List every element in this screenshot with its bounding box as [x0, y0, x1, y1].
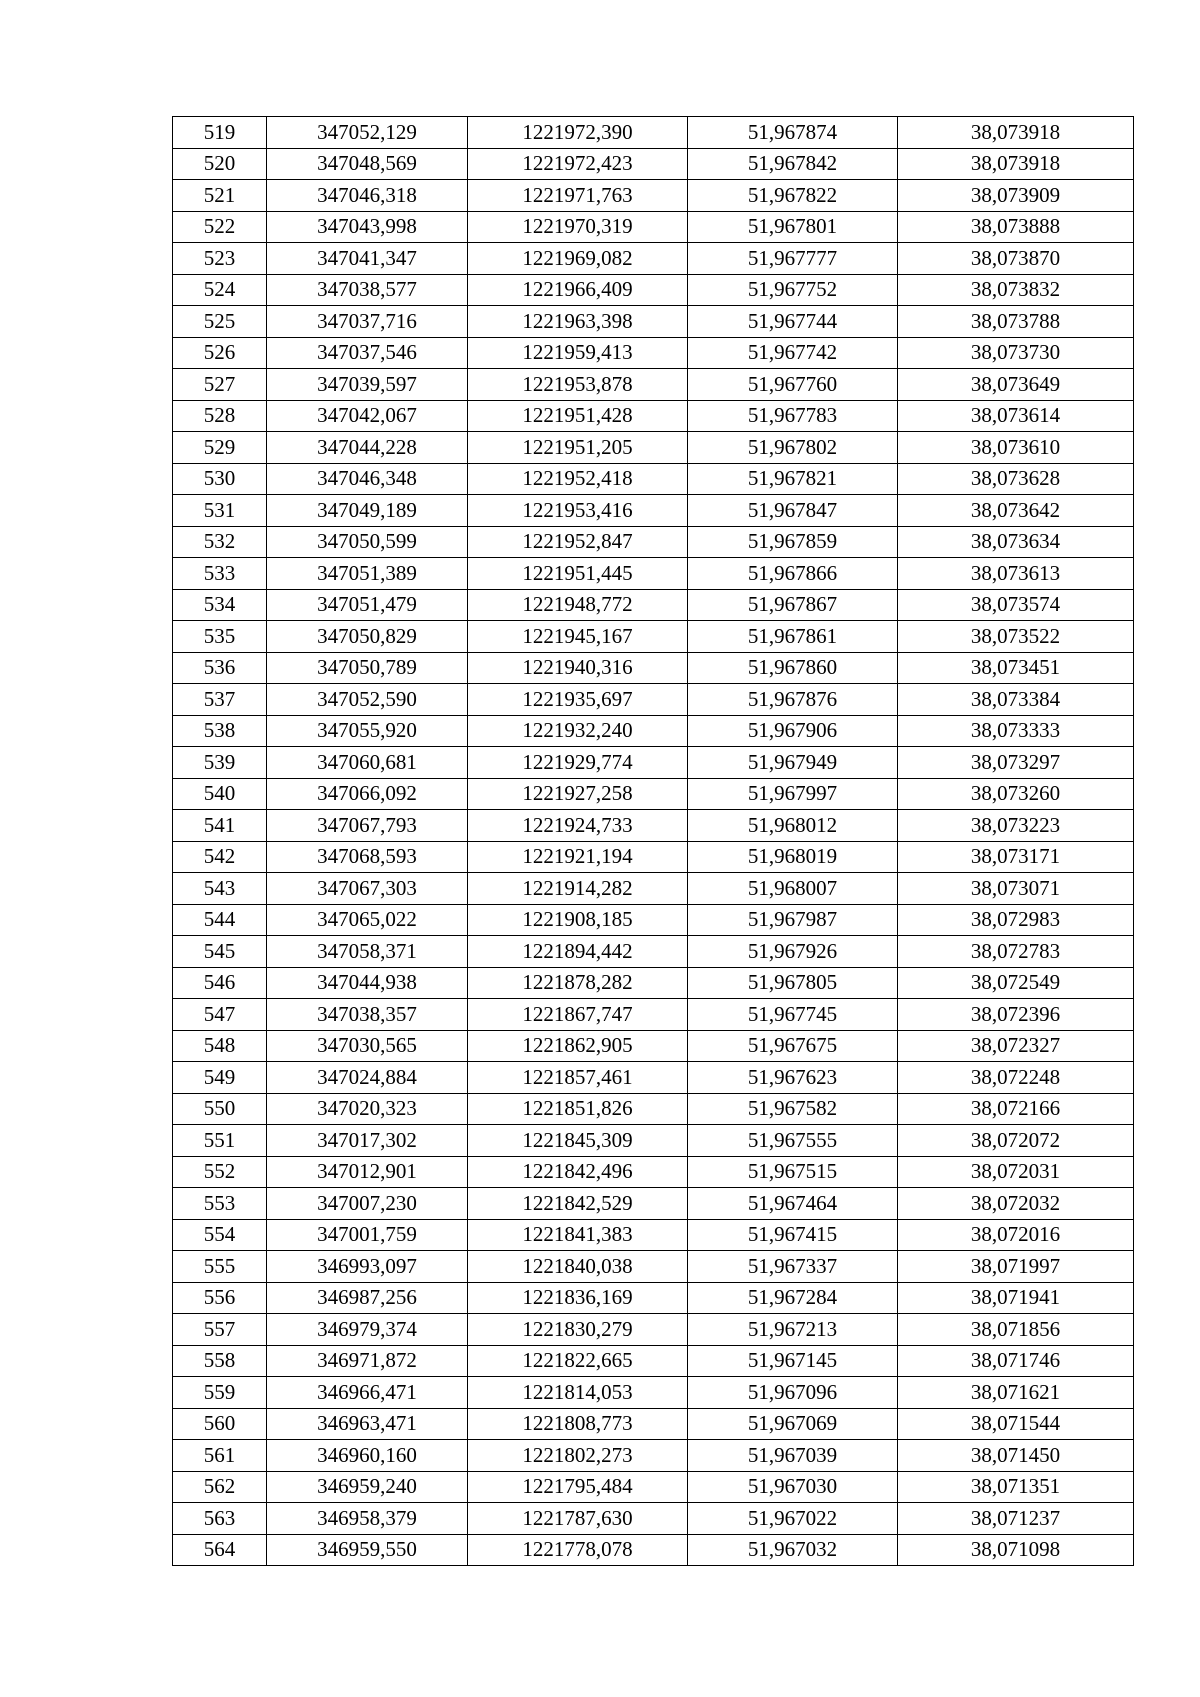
- longitude-cell: 38,071237: [898, 1503, 1134, 1535]
- point-number-cell: 557: [173, 1314, 267, 1346]
- longitude-cell: 38,073297: [898, 747, 1134, 779]
- longitude-cell: 38,073832: [898, 274, 1134, 306]
- x-coordinate-cell: 347024,884: [267, 1062, 468, 1094]
- y-coordinate-cell: 1221840,038: [468, 1251, 688, 1283]
- x-coordinate-cell: 346960,160: [267, 1440, 468, 1472]
- coordinates-table-body: [173, 117, 1134, 1566]
- latitude-cell: 51,967760: [688, 369, 898, 401]
- point-number-cell: 554: [173, 1219, 267, 1251]
- x-coordinate-cell: 347051,479: [267, 589, 468, 621]
- y-coordinate-cell: 1221932,240: [468, 715, 688, 747]
- latitude-cell: 51,967675: [688, 1030, 898, 1062]
- point-number-cell: 564: [173, 1534, 267, 1566]
- latitude-cell: 51,968007: [688, 873, 898, 905]
- latitude-cell: 51,967582: [688, 1093, 898, 1125]
- table-row: [173, 1251, 1134, 1283]
- latitude-cell: 51,967022: [688, 1503, 898, 1535]
- point-number-cell: 525: [173, 306, 267, 338]
- longitude-cell: 38,073260: [898, 778, 1134, 810]
- table-row: [173, 936, 1134, 968]
- coordinates-table: [172, 116, 1134, 1566]
- latitude-cell: 51,967030: [688, 1471, 898, 1503]
- latitude-cell: 51,967987: [688, 904, 898, 936]
- longitude-cell: 38,073628: [898, 463, 1134, 495]
- point-number-cell: 528: [173, 400, 267, 432]
- x-coordinate-cell: 346959,240: [267, 1471, 468, 1503]
- table-row: [173, 400, 1134, 432]
- point-number-cell: 540: [173, 778, 267, 810]
- y-coordinate-cell: 1221787,630: [468, 1503, 688, 1535]
- table-row: [173, 1471, 1134, 1503]
- x-coordinate-cell: 347041,347: [267, 243, 468, 275]
- latitude-cell: 51,967752: [688, 274, 898, 306]
- latitude-cell: 51,967745: [688, 999, 898, 1031]
- point-number-cell: 530: [173, 463, 267, 495]
- longitude-cell: 38,073333: [898, 715, 1134, 747]
- x-coordinate-cell: 347038,357: [267, 999, 468, 1031]
- x-coordinate-cell: 347044,938: [267, 967, 468, 999]
- latitude-cell: 51,968019: [688, 841, 898, 873]
- longitude-cell: 38,072396: [898, 999, 1134, 1031]
- latitude-cell: 51,967949: [688, 747, 898, 779]
- latitude-cell: 51,967805: [688, 967, 898, 999]
- x-coordinate-cell: 346963,471: [267, 1408, 468, 1440]
- y-coordinate-cell: 1221878,282: [468, 967, 688, 999]
- table-row: [173, 337, 1134, 369]
- y-coordinate-cell: 1221966,409: [468, 274, 688, 306]
- point-number-cell: 552: [173, 1156, 267, 1188]
- latitude-cell: 51,967337: [688, 1251, 898, 1283]
- x-coordinate-cell: 347055,920: [267, 715, 468, 747]
- latitude-cell: 51,967859: [688, 526, 898, 558]
- latitude-cell: 51,967069: [688, 1408, 898, 1440]
- y-coordinate-cell: 1221969,082: [468, 243, 688, 275]
- longitude-cell: 38,071941: [898, 1282, 1134, 1314]
- y-coordinate-cell: 1221972,423: [468, 148, 688, 180]
- table-row: [173, 526, 1134, 558]
- table-row: [173, 873, 1134, 905]
- y-coordinate-cell: 1221836,169: [468, 1282, 688, 1314]
- table-row: [173, 841, 1134, 873]
- point-number-cell: 545: [173, 936, 267, 968]
- point-number-cell: 531: [173, 495, 267, 527]
- longitude-cell: 38,071997: [898, 1251, 1134, 1283]
- point-number-cell: 542: [173, 841, 267, 873]
- table-row: [173, 463, 1134, 495]
- x-coordinate-cell: 347037,546: [267, 337, 468, 369]
- y-coordinate-cell: 1221802,273: [468, 1440, 688, 1472]
- point-number-cell: 522: [173, 211, 267, 243]
- longitude-cell: 38,073522: [898, 621, 1134, 653]
- table-row: [173, 369, 1134, 401]
- point-number-cell: 533: [173, 558, 267, 590]
- table-row: [173, 1440, 1134, 1472]
- y-coordinate-cell: 1221808,773: [468, 1408, 688, 1440]
- latitude-cell: 51,967876: [688, 684, 898, 716]
- table-row: [173, 652, 1134, 684]
- y-coordinate-cell: 1221842,496: [468, 1156, 688, 1188]
- longitude-cell: 38,073071: [898, 873, 1134, 905]
- latitude-cell: 51,967842: [688, 148, 898, 180]
- table-row: [173, 904, 1134, 936]
- point-number-cell: 547: [173, 999, 267, 1031]
- longitude-cell: 38,072783: [898, 936, 1134, 968]
- y-coordinate-cell: 1221862,905: [468, 1030, 688, 1062]
- x-coordinate-cell: 347030,565: [267, 1030, 468, 1062]
- latitude-cell: 51,967777: [688, 243, 898, 275]
- latitude-cell: 51,967926: [688, 936, 898, 968]
- table-row: [173, 117, 1134, 149]
- longitude-cell: 38,072031: [898, 1156, 1134, 1188]
- x-coordinate-cell: 347067,303: [267, 873, 468, 905]
- longitude-cell: 38,071098: [898, 1534, 1134, 1566]
- x-coordinate-cell: 346993,097: [267, 1251, 468, 1283]
- latitude-cell: 51,967997: [688, 778, 898, 810]
- latitude-cell: 51,968012: [688, 810, 898, 842]
- y-coordinate-cell: 1221894,442: [468, 936, 688, 968]
- latitude-cell: 51,967623: [688, 1062, 898, 1094]
- longitude-cell: 38,071856: [898, 1314, 1134, 1346]
- table-row: [173, 778, 1134, 810]
- latitude-cell: 51,967096: [688, 1377, 898, 1409]
- y-coordinate-cell: 1221945,167: [468, 621, 688, 653]
- point-number-cell: 549: [173, 1062, 267, 1094]
- table-row: [173, 1219, 1134, 1251]
- longitude-cell: 38,073918: [898, 148, 1134, 180]
- x-coordinate-cell: 347058,371: [267, 936, 468, 968]
- y-coordinate-cell: 1221908,185: [468, 904, 688, 936]
- longitude-cell: 38,073574: [898, 589, 1134, 621]
- latitude-cell: 51,967039: [688, 1440, 898, 1472]
- point-number-cell: 523: [173, 243, 267, 275]
- table-row: [173, 1030, 1134, 1062]
- latitude-cell: 51,967555: [688, 1125, 898, 1157]
- longitude-cell: 38,073171: [898, 841, 1134, 873]
- point-number-cell: 551: [173, 1125, 267, 1157]
- longitude-cell: 38,073788: [898, 306, 1134, 338]
- x-coordinate-cell: 347037,716: [267, 306, 468, 338]
- y-coordinate-cell: 1221935,697: [468, 684, 688, 716]
- x-coordinate-cell: 347048,569: [267, 148, 468, 180]
- longitude-cell: 38,073870: [898, 243, 1134, 275]
- y-coordinate-cell: 1221822,665: [468, 1345, 688, 1377]
- latitude-cell: 51,967821: [688, 463, 898, 495]
- point-number-cell: 543: [173, 873, 267, 905]
- point-number-cell: 561: [173, 1440, 267, 1472]
- y-coordinate-cell: 1221927,258: [468, 778, 688, 810]
- latitude-cell: 51,967284: [688, 1282, 898, 1314]
- point-number-cell: 532: [173, 526, 267, 558]
- y-coordinate-cell: 1221940,316: [468, 652, 688, 684]
- longitude-cell: 38,073223: [898, 810, 1134, 842]
- longitude-cell: 38,073614: [898, 400, 1134, 432]
- y-coordinate-cell: 1221830,279: [468, 1314, 688, 1346]
- table-row: [173, 180, 1134, 212]
- x-coordinate-cell: 347068,593: [267, 841, 468, 873]
- table-row: [173, 558, 1134, 590]
- longitude-cell: 38,073634: [898, 526, 1134, 558]
- longitude-cell: 38,073730: [898, 337, 1134, 369]
- table-row: [173, 589, 1134, 621]
- latitude-cell: 51,967744: [688, 306, 898, 338]
- point-number-cell: 556: [173, 1282, 267, 1314]
- longitude-cell: 38,073384: [898, 684, 1134, 716]
- x-coordinate-cell: 347038,577: [267, 274, 468, 306]
- y-coordinate-cell: 1221971,763: [468, 180, 688, 212]
- point-number-cell: 535: [173, 621, 267, 653]
- table-row: [173, 1062, 1134, 1094]
- x-coordinate-cell: 347039,597: [267, 369, 468, 401]
- y-coordinate-cell: 1221953,878: [468, 369, 688, 401]
- point-number-cell: 527: [173, 369, 267, 401]
- table-row: [173, 1188, 1134, 1220]
- x-coordinate-cell: 346958,379: [267, 1503, 468, 1535]
- table-row: [173, 1408, 1134, 1440]
- x-coordinate-cell: 347050,829: [267, 621, 468, 653]
- latitude-cell: 51,967415: [688, 1219, 898, 1251]
- x-coordinate-cell: 347001,759: [267, 1219, 468, 1251]
- longitude-cell: 38,072983: [898, 904, 1134, 936]
- y-coordinate-cell: 1221953,416: [468, 495, 688, 527]
- y-coordinate-cell: 1221814,053: [468, 1377, 688, 1409]
- table-row: [173, 715, 1134, 747]
- point-number-cell: 520: [173, 148, 267, 180]
- longitude-cell: 38,073642: [898, 495, 1134, 527]
- y-coordinate-cell: 1221951,205: [468, 432, 688, 464]
- latitude-cell: 51,967801: [688, 211, 898, 243]
- y-coordinate-cell: 1221948,772: [468, 589, 688, 621]
- point-number-cell: 526: [173, 337, 267, 369]
- longitude-cell: 38,071544: [898, 1408, 1134, 1440]
- table-row: [173, 999, 1134, 1031]
- y-coordinate-cell: 1221841,383: [468, 1219, 688, 1251]
- latitude-cell: 51,967822: [688, 180, 898, 212]
- point-number-cell: 539: [173, 747, 267, 779]
- y-coordinate-cell: 1221857,461: [468, 1062, 688, 1094]
- point-number-cell: 524: [173, 274, 267, 306]
- longitude-cell: 38,072248: [898, 1062, 1134, 1094]
- table-row: [173, 621, 1134, 653]
- x-coordinate-cell: 347052,590: [267, 684, 468, 716]
- longitude-cell: 38,072032: [898, 1188, 1134, 1220]
- latitude-cell: 51,967742: [688, 337, 898, 369]
- table-row: [173, 148, 1134, 180]
- point-number-cell: 546: [173, 967, 267, 999]
- longitude-cell: 38,072549: [898, 967, 1134, 999]
- y-coordinate-cell: 1221914,282: [468, 873, 688, 905]
- longitude-cell: 38,072166: [898, 1093, 1134, 1125]
- point-number-cell: 536: [173, 652, 267, 684]
- latitude-cell: 51,967515: [688, 1156, 898, 1188]
- y-coordinate-cell: 1221795,484: [468, 1471, 688, 1503]
- latitude-cell: 51,967145: [688, 1345, 898, 1377]
- point-number-cell: 537: [173, 684, 267, 716]
- y-coordinate-cell: 1221963,398: [468, 306, 688, 338]
- x-coordinate-cell: 347020,323: [267, 1093, 468, 1125]
- y-coordinate-cell: 1221952,418: [468, 463, 688, 495]
- longitude-cell: 38,071450: [898, 1440, 1134, 1472]
- longitude-cell: 38,073613: [898, 558, 1134, 590]
- latitude-cell: 51,967867: [688, 589, 898, 621]
- point-number-cell: 521: [173, 180, 267, 212]
- x-coordinate-cell: 347012,901: [267, 1156, 468, 1188]
- x-coordinate-cell: 347050,789: [267, 652, 468, 684]
- longitude-cell: 38,072327: [898, 1030, 1134, 1062]
- x-coordinate-cell: 346971,872: [267, 1345, 468, 1377]
- table-row: [173, 1503, 1134, 1535]
- x-coordinate-cell: 347060,681: [267, 747, 468, 779]
- latitude-cell: 51,967861: [688, 621, 898, 653]
- latitude-cell: 51,967213: [688, 1314, 898, 1346]
- table-row: [173, 1345, 1134, 1377]
- point-number-cell: 550: [173, 1093, 267, 1125]
- y-coordinate-cell: 1221959,413: [468, 337, 688, 369]
- longitude-cell: 38,073451: [898, 652, 1134, 684]
- latitude-cell: 51,967847: [688, 495, 898, 527]
- table-row: [173, 684, 1134, 716]
- y-coordinate-cell: 1221924,733: [468, 810, 688, 842]
- point-number-cell: 560: [173, 1408, 267, 1440]
- latitude-cell: 51,967874: [688, 117, 898, 149]
- point-number-cell: 534: [173, 589, 267, 621]
- point-number-cell: 562: [173, 1471, 267, 1503]
- latitude-cell: 51,967906: [688, 715, 898, 747]
- x-coordinate-cell: 346966,471: [267, 1377, 468, 1409]
- longitude-cell: 38,072072: [898, 1125, 1134, 1157]
- table-row: [173, 211, 1134, 243]
- x-coordinate-cell: 347051,389: [267, 558, 468, 590]
- x-coordinate-cell: 347052,129: [267, 117, 468, 149]
- table-row: [173, 1156, 1134, 1188]
- table-row: [173, 495, 1134, 527]
- longitude-cell: 38,073610: [898, 432, 1134, 464]
- table-row: [173, 1125, 1134, 1157]
- point-number-cell: 544: [173, 904, 267, 936]
- x-coordinate-cell: 347042,067: [267, 400, 468, 432]
- latitude-cell: 51,967802: [688, 432, 898, 464]
- x-coordinate-cell: 346987,256: [267, 1282, 468, 1314]
- table-row: [173, 1314, 1134, 1346]
- longitude-cell: 38,073888: [898, 211, 1134, 243]
- point-number-cell: 563: [173, 1503, 267, 1535]
- y-coordinate-cell: 1221972,390: [468, 117, 688, 149]
- y-coordinate-cell: 1221929,774: [468, 747, 688, 779]
- y-coordinate-cell: 1221851,826: [468, 1093, 688, 1125]
- latitude-cell: 51,967866: [688, 558, 898, 590]
- longitude-cell: 38,071351: [898, 1471, 1134, 1503]
- table-row: [173, 967, 1134, 999]
- x-coordinate-cell: 347043,998: [267, 211, 468, 243]
- table-row: [173, 243, 1134, 275]
- x-coordinate-cell: 347066,092: [267, 778, 468, 810]
- y-coordinate-cell: 1221778,078: [468, 1534, 688, 1566]
- y-coordinate-cell: 1221970,319: [468, 211, 688, 243]
- latitude-cell: 51,967032: [688, 1534, 898, 1566]
- latitude-cell: 51,967860: [688, 652, 898, 684]
- table-row: [173, 1282, 1134, 1314]
- point-number-cell: 559: [173, 1377, 267, 1409]
- x-coordinate-cell: 347044,228: [267, 432, 468, 464]
- table-row: [173, 810, 1134, 842]
- point-number-cell: 555: [173, 1251, 267, 1283]
- table-row: [173, 1093, 1134, 1125]
- point-number-cell: 529: [173, 432, 267, 464]
- x-coordinate-cell: 347067,793: [267, 810, 468, 842]
- y-coordinate-cell: 1221845,309: [468, 1125, 688, 1157]
- longitude-cell: 38,073649: [898, 369, 1134, 401]
- point-number-cell: 548: [173, 1030, 267, 1062]
- longitude-cell: 38,073918: [898, 117, 1134, 149]
- y-coordinate-cell: 1221867,747: [468, 999, 688, 1031]
- point-number-cell: 541: [173, 810, 267, 842]
- x-coordinate-cell: 347065,022: [267, 904, 468, 936]
- y-coordinate-cell: 1221951,445: [468, 558, 688, 590]
- x-coordinate-cell: 347046,348: [267, 463, 468, 495]
- y-coordinate-cell: 1221921,194: [468, 841, 688, 873]
- longitude-cell: 38,071621: [898, 1377, 1134, 1409]
- table-row: [173, 1534, 1134, 1566]
- longitude-cell: 38,071746: [898, 1345, 1134, 1377]
- x-coordinate-cell: 347017,302: [267, 1125, 468, 1157]
- x-coordinate-cell: 347007,230: [267, 1188, 468, 1220]
- point-number-cell: 553: [173, 1188, 267, 1220]
- y-coordinate-cell: 1221842,529: [468, 1188, 688, 1220]
- latitude-cell: 51,967783: [688, 400, 898, 432]
- point-number-cell: 558: [173, 1345, 267, 1377]
- x-coordinate-cell: 347049,189: [267, 495, 468, 527]
- table-row: [173, 1377, 1134, 1409]
- y-coordinate-cell: 1221952,847: [468, 526, 688, 558]
- point-number-cell: 519: [173, 117, 267, 149]
- table-row: [173, 747, 1134, 779]
- x-coordinate-cell: 347050,599: [267, 526, 468, 558]
- y-coordinate-cell: 1221951,428: [468, 400, 688, 432]
- table-row: [173, 274, 1134, 306]
- longitude-cell: 38,073909: [898, 180, 1134, 212]
- longitude-cell: 38,072016: [898, 1219, 1134, 1251]
- point-number-cell: 538: [173, 715, 267, 747]
- x-coordinate-cell: 347046,318: [267, 180, 468, 212]
- table-row: [173, 306, 1134, 338]
- table-row: [173, 432, 1134, 464]
- x-coordinate-cell: 346959,550: [267, 1534, 468, 1566]
- x-coordinate-cell: 346979,374: [267, 1314, 468, 1346]
- latitude-cell: 51,967464: [688, 1188, 898, 1220]
